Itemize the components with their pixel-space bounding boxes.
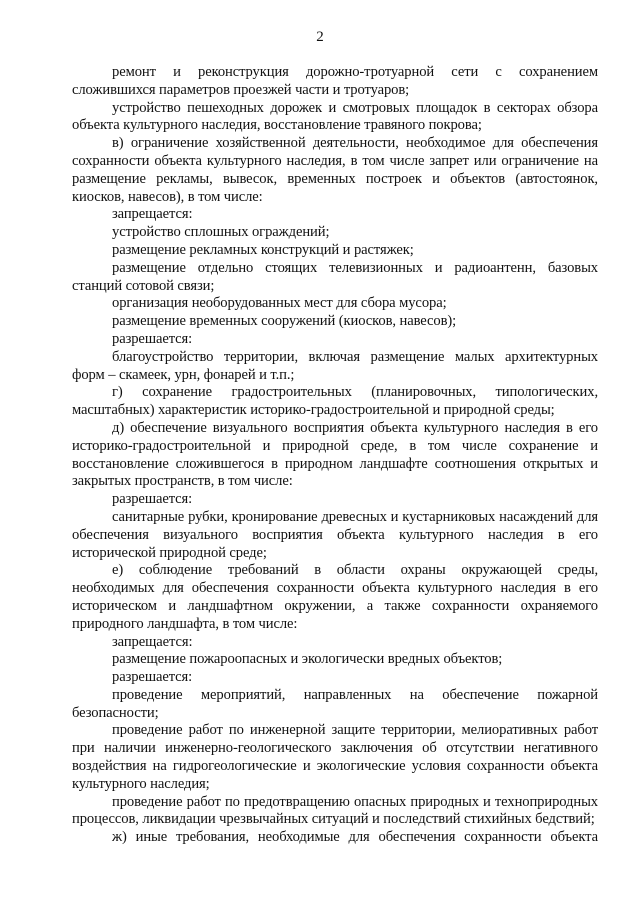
paragraph-hazard-prevention: проведение работ по предотвращению опасных природных и техноприродных процессов, ликвидации чрезвычайных ситуаций и последствий стихийных бедствий; [72,793,598,828]
paragraph-item-g: г) сохранение градостроительных (планировочных, типологических, масштабных) характеристик историко-градостроительной и природной среды; [72,384,598,419]
paragraph-fire-safety: проведение мероприятий, направленных на обеспечение пожарной безопасности; [72,686,598,721]
paragraph-item-zh: ж) иные требования, необходимые для обеспечения сохранности объекта [112,829,598,846]
paragraph-solid-fences: устройство сплошных ограждений; [112,224,330,241]
paragraph-item-d: д) обеспечение визуального восприятия объекта культурного наследия в его историко-градостроительной и природной среде, в том числе сохранение и восстановление сложившегося в природном ландшафте соотношения открытых и закрытых пространств, в том числе: [72,419,598,490]
paragraph-road-repair: ремонт и реконструкция дорожно-тротуарной сети с сохранением сложившихся параметров проезжей части и тротуаров; [72,64,598,98]
paragraph-engineering-protection: проведение работ по инженерной защите территории, мелиоративных работ при наличии инженерно-геологического заключения об отсутствии негативного воздействия на гидрогеологические и экологические условия сохранности объекта культурного наследия; [72,722,598,792]
paragraph-prohibited-label: запрещается: [112,633,193,650]
paragraph-garbage-sites: организация необорудованных мест для сбора мусора; [112,295,447,312]
paragraph-allowed-label: разрешается: [112,491,193,508]
page-number: 2 [316,29,324,45]
paragraph-prohibited-label: запрещается: [112,206,193,223]
paragraph-allowed-label: разрешается: [112,669,193,686]
paragraph-allowed-label: разрешается: [112,330,193,347]
paragraph-antennas: размещение отдельно стоящих телевизионных и радиоантенн, базовых станций сотовой связи; [72,259,598,294]
paragraph-item-e: е) соблюдение требований в области охраны окружающей среды, необходимых для обеспечения сохранности объекта культурного наследия в его историческом и ландшафтном окружении, а также сохранности охраняемого природного ландшафта, в том числе: [72,562,598,632]
document-body [72,64,598,847]
paragraph-sanitary-felling: санитарные рубки, кронирование древесных и кустарниковых насаждений для обеспечения визуального восприятия объекта культурного наследия в его исторической природной среде; [72,508,598,561]
paragraph-temporary-structures: размещение временных сооружений (киосков, навесов); [112,313,457,330]
paragraph-footpaths: устройство пешеходных дорожек и смотровых площадок в секторах обзора объекта культурного наследия, восстановление травяного покрова; [72,99,598,134]
paragraph-landscaping: благоустройство территории, включая размещение малых архитектурных форм – скамеек, урн, фонарей и т.п.; [72,348,598,383]
paragraph-hazardous-objects: размещение пожароопасных и экологически вредных объектов; [112,651,503,668]
paragraph-advertising: размещение рекламных конструкций и растяжек; [112,241,414,258]
paragraph-item-v: в) ограничение хозяйственной деятельности, необходимое для обеспечения сохранности объекта культурного наследия, в том числе запрет или ограничение на размещение рекламы, вывесок, временных построек и объектов (автостоянок, киосков, навесов), в том числе: [72,135,598,205]
